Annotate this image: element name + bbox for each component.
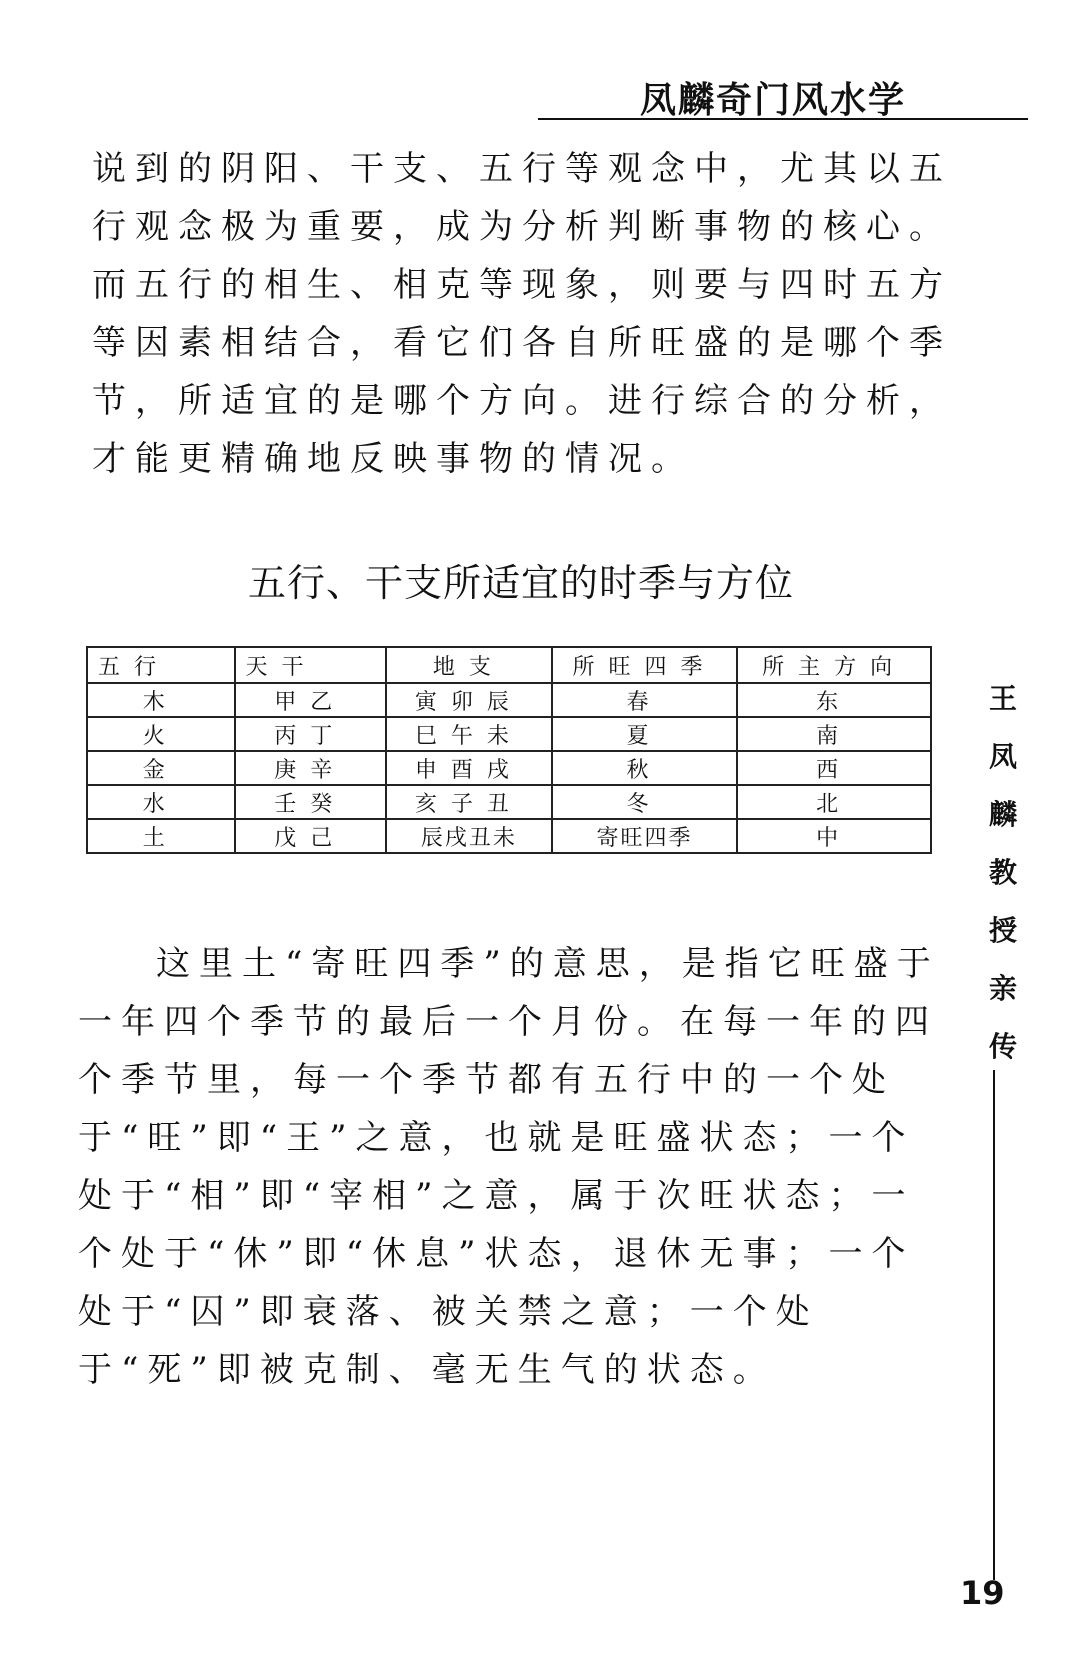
cell-dizhi: 申酉戌 bbox=[386, 751, 552, 785]
table-row bbox=[87, 751, 931, 785]
header-rule bbox=[538, 118, 1028, 120]
table-row bbox=[87, 785, 931, 819]
table-title: 五行、干支所适宜的时季与方位 bbox=[248, 561, 795, 605]
cell-tiangan: 戊己 bbox=[235, 819, 387, 853]
table-row bbox=[87, 683, 931, 717]
cell-direction: 南 bbox=[737, 717, 931, 751]
cell-tiangan: 甲乙 bbox=[235, 683, 387, 717]
table-header-row bbox=[87, 647, 931, 683]
side-char: 授 bbox=[988, 914, 1017, 947]
header-wuxing: 五行 bbox=[87, 647, 235, 683]
side-char: 教 bbox=[988, 856, 1017, 889]
cell-season: 冬 bbox=[552, 785, 738, 819]
cell-direction: 东 bbox=[737, 683, 931, 717]
cell-tiangan: 庚辛 bbox=[235, 751, 387, 785]
header-dizhi: 地支 bbox=[386, 647, 552, 683]
side-vertical-title bbox=[986, 670, 1020, 1076]
cell-direction: 西 bbox=[737, 751, 931, 785]
cell-season: 夏 bbox=[552, 717, 738, 751]
side-char: 亲 bbox=[988, 972, 1017, 1005]
header-tiangan: 天干 bbox=[235, 647, 387, 683]
cell-season: 春 bbox=[552, 683, 738, 717]
cell-wuxing: 金 bbox=[87, 751, 235, 785]
side-char: 麟 bbox=[988, 798, 1017, 831]
cell-wuxing: 水 bbox=[87, 785, 235, 819]
cell-season: 寄旺四季 bbox=[552, 819, 738, 853]
cell-dizhi: 亥子丑 bbox=[386, 785, 552, 819]
wuxing-table bbox=[86, 646, 932, 854]
cell-season: 秋 bbox=[552, 751, 738, 785]
header-direction: 所主方向 bbox=[737, 647, 931, 683]
body-paragraph-1: 说到的阴阳、干支、五行等观念中，尤其以五行观念极为重要，成为分析判断事物的核心。而五行的相生、相克等现象，则要与四时五方等因素相结合，看它们各自所旺盛的是哪个季节，所适宜的是哪个方向。进行综合的分析，才能更精确地反映事物的情况。 bbox=[92, 149, 952, 479]
cell-tiangan: 丙丁 bbox=[235, 717, 387, 751]
cell-dizhi: 辰戌丑未 bbox=[386, 819, 552, 853]
cell-wuxing: 土 bbox=[87, 819, 235, 853]
cell-wuxing: 火 bbox=[87, 717, 235, 751]
cell-wuxing: 木 bbox=[87, 683, 235, 717]
cell-direction: 中 bbox=[737, 819, 931, 853]
table-row bbox=[87, 717, 931, 751]
page-number: 19 bbox=[960, 1574, 1005, 1612]
side-char: 凤 bbox=[988, 740, 1017, 773]
cell-direction: 北 bbox=[737, 785, 931, 819]
cell-dizhi: 巳午未 bbox=[386, 717, 552, 751]
side-char: 传 bbox=[988, 1030, 1017, 1063]
side-char: 王 bbox=[988, 682, 1017, 715]
header-season: 所旺四季 bbox=[552, 647, 738, 683]
table-row bbox=[87, 819, 931, 853]
cell-dizhi: 寅卯辰 bbox=[386, 683, 552, 717]
body-paragraph-2: 这里土“寄旺四季”的意思，是指它旺盛于一年四个季节的最后一个月份。在每一年的四个季节里，每一个季节都有五行中的一个处于“旺”即“王”之意，也就是旺盛状态；一个处于“相”即“宰相”之意，属于次旺状态；一个处于“休”即“休息”状态，退休无事；一个处于“囚”即衰落、被关禁之意；一个处于“死”即被克制、毫无生气的状态。 bbox=[78, 944, 940, 1390]
cell-tiangan: 壬癸 bbox=[235, 785, 387, 819]
side-vertical-rule bbox=[993, 1070, 995, 1580]
running-header-title: 凤麟奇门风水学 bbox=[640, 80, 907, 121]
